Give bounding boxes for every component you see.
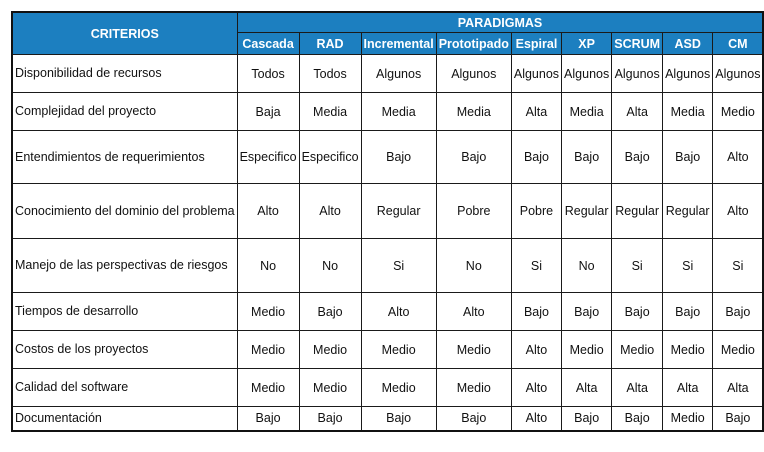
column-header-rad: RAD bbox=[299, 33, 361, 55]
value-cell: No bbox=[237, 239, 299, 293]
value-cell: Alta bbox=[612, 93, 663, 131]
value-cell: Bajo bbox=[612, 293, 663, 331]
value-cell: Alto bbox=[237, 184, 299, 239]
criterion-label: Entendimientos de requerimientos bbox=[12, 131, 237, 184]
criterion-label: Manejo de las perspectivas de riesgos bbox=[12, 239, 237, 293]
value-cell: Si bbox=[713, 239, 764, 293]
value-cell: Bajo bbox=[562, 293, 612, 331]
value-cell: Regular bbox=[562, 184, 612, 239]
criterion-label: Calidad del software bbox=[12, 369, 237, 407]
value-cell: Bajo bbox=[562, 407, 612, 431]
column-header-xp: XP bbox=[562, 33, 612, 55]
value-cell: Alta bbox=[612, 369, 663, 407]
value-cell: Media bbox=[663, 93, 713, 131]
criterion-label: Documentación bbox=[12, 407, 237, 431]
value-cell: Alta bbox=[511, 93, 561, 131]
criteria-header: CRITERIOS bbox=[12, 12, 237, 55]
value-cell: Media bbox=[562, 93, 612, 131]
value-cell: Bajo bbox=[663, 293, 713, 331]
value-cell: Medio bbox=[436, 369, 511, 407]
value-cell: Regular bbox=[663, 184, 713, 239]
table-row bbox=[12, 293, 763, 331]
value-cell: Bajo bbox=[299, 407, 361, 431]
table-row bbox=[12, 331, 763, 369]
value-cell: No bbox=[299, 239, 361, 293]
value-cell: Alta bbox=[663, 369, 713, 407]
value-cell: Media bbox=[436, 93, 511, 131]
column-header-prototipado: Prototipado bbox=[436, 33, 511, 55]
value-cell: Si bbox=[663, 239, 713, 293]
value-cell: Especifico bbox=[299, 131, 361, 184]
value-cell: Alto bbox=[511, 369, 561, 407]
value-cell: Alto bbox=[511, 331, 561, 369]
value-cell: Alta bbox=[562, 369, 612, 407]
value-cell: Bajo bbox=[361, 131, 436, 184]
value-cell: Bajo bbox=[436, 131, 511, 184]
value-cell: Todos bbox=[237, 55, 299, 93]
value-cell: Si bbox=[511, 239, 561, 293]
value-cell: Media bbox=[361, 93, 436, 131]
value-cell: Algunos bbox=[436, 55, 511, 93]
value-cell: Medio bbox=[713, 93, 764, 131]
column-header-incremental: Incremental bbox=[361, 33, 436, 55]
table-row bbox=[12, 369, 763, 407]
value-cell: Bajo bbox=[562, 131, 612, 184]
value-cell: Todos bbox=[299, 55, 361, 93]
value-cell: Bajo bbox=[299, 293, 361, 331]
value-cell: Regular bbox=[361, 184, 436, 239]
value-cell: Algunos bbox=[361, 55, 436, 93]
paradigms-comparison-table bbox=[11, 11, 764, 432]
value-cell: Bajo bbox=[713, 293, 764, 331]
paradigms-group-header: PARADIGMAS bbox=[237, 12, 763, 33]
value-cell: Bajo bbox=[237, 407, 299, 431]
value-cell: Bajo bbox=[511, 131, 561, 184]
value-cell: Medio bbox=[663, 331, 713, 369]
column-header-espiral: Espiral bbox=[511, 33, 561, 55]
value-cell: Bajo bbox=[511, 293, 561, 331]
value-cell: Medio bbox=[361, 331, 436, 369]
value-cell: Bajo bbox=[713, 407, 764, 431]
value-cell: Bajo bbox=[436, 407, 511, 431]
value-cell: Alta bbox=[713, 369, 764, 407]
table-body bbox=[12, 55, 763, 431]
value-cell: Medio bbox=[436, 331, 511, 369]
value-cell: Baja bbox=[237, 93, 299, 131]
value-cell: Algunos bbox=[713, 55, 764, 93]
value-cell: Alto bbox=[436, 293, 511, 331]
value-cell: Bajo bbox=[663, 131, 713, 184]
value-cell: Algunos bbox=[663, 55, 713, 93]
value-cell: Alto bbox=[511, 407, 561, 431]
value-cell: Algunos bbox=[562, 55, 612, 93]
column-header-asd: ASD bbox=[663, 33, 713, 55]
value-cell: Bajo bbox=[612, 407, 663, 431]
value-cell: Medio bbox=[299, 331, 361, 369]
column-header-cascada: Cascada bbox=[237, 33, 299, 55]
value-cell: Medio bbox=[237, 293, 299, 331]
value-cell: Bajo bbox=[612, 131, 663, 184]
column-header-cm: CM bbox=[713, 33, 764, 55]
value-cell: Alto bbox=[361, 293, 436, 331]
value-cell: Medio bbox=[562, 331, 612, 369]
value-cell: Alto bbox=[713, 131, 764, 184]
table-row bbox=[12, 131, 763, 184]
value-cell: Regular bbox=[612, 184, 663, 239]
value-cell: Pobre bbox=[436, 184, 511, 239]
value-cell: Medio bbox=[237, 369, 299, 407]
criterion-label: Tiempos de desarrollo bbox=[12, 293, 237, 331]
value-cell: Medio bbox=[237, 331, 299, 369]
table-row bbox=[12, 93, 763, 131]
value-cell: Bajo bbox=[361, 407, 436, 431]
value-cell: Si bbox=[612, 239, 663, 293]
value-cell: Especifico bbox=[237, 131, 299, 184]
value-cell: No bbox=[436, 239, 511, 293]
table-row bbox=[12, 55, 763, 93]
value-cell: Alto bbox=[299, 184, 361, 239]
criterion-label: Costos de los proyectos bbox=[12, 331, 237, 369]
value-cell: Algunos bbox=[612, 55, 663, 93]
value-cell: Pobre bbox=[511, 184, 561, 239]
value-cell: Media bbox=[299, 93, 361, 131]
criterion-label: Complejidad del proyecto bbox=[12, 93, 237, 131]
value-cell: Medio bbox=[663, 407, 713, 431]
value-cell: Medio bbox=[612, 331, 663, 369]
value-cell: Medio bbox=[713, 331, 764, 369]
value-cell: Si bbox=[361, 239, 436, 293]
column-header-scrum: SCRUM bbox=[612, 33, 663, 55]
value-cell: Medio bbox=[299, 369, 361, 407]
value-cell: Alto bbox=[713, 184, 764, 239]
value-cell: No bbox=[562, 239, 612, 293]
table-row bbox=[12, 407, 763, 431]
table-row bbox=[12, 239, 763, 293]
value-cell: Algunos bbox=[511, 55, 561, 93]
table-row bbox=[12, 184, 763, 239]
criterion-label: Conocimiento del dominio del problema bbox=[12, 184, 237, 239]
criterion-label: Disponibilidad de recursos bbox=[12, 55, 237, 93]
value-cell: Medio bbox=[361, 369, 436, 407]
